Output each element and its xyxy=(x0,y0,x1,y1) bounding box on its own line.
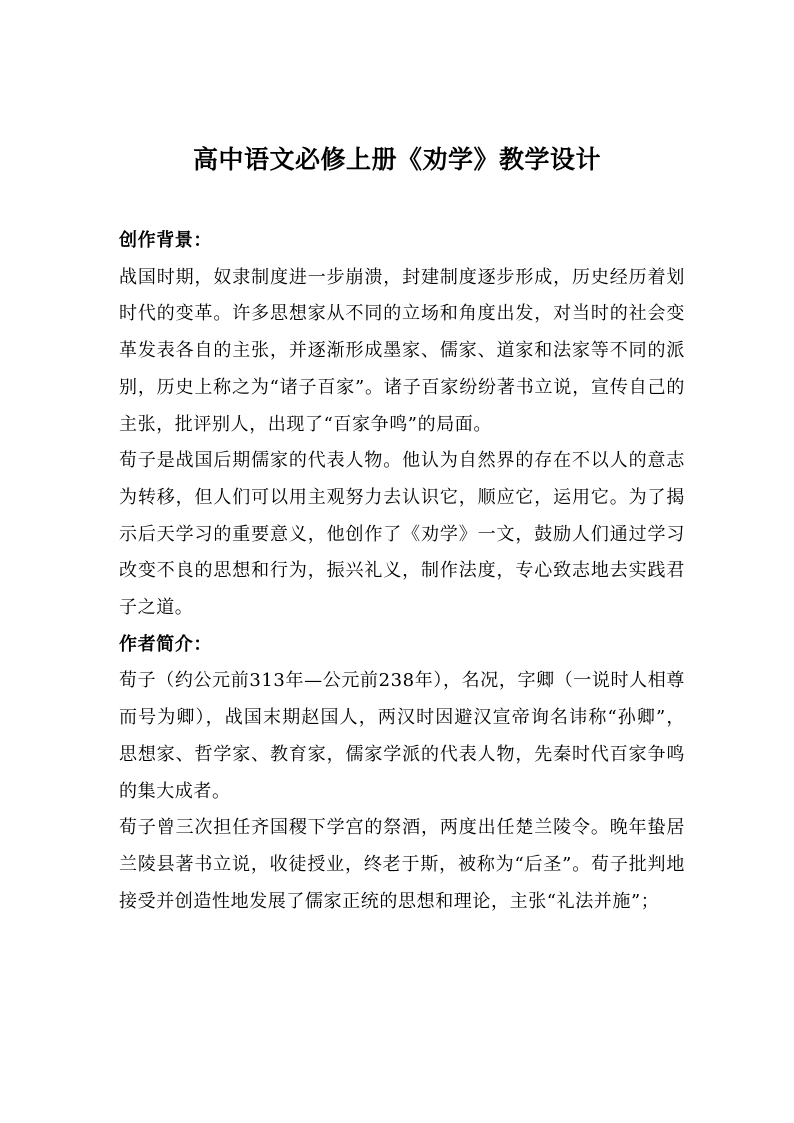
body-paragraph: 荀子是战国后期儒家的代表人物。他认为自然界的存在不以人的意志为转移，但人们可以用主观努力去认识它，顺应它，运用它。为了揭示后天学习的重要意义，他创作了《劝学》一文，鼓励人们通过学习改变不良的思想和行为，振兴礼义，制作法度，专心致志地去实践君子之道。 xyxy=(119,450,685,619)
document-body xyxy=(119,223,685,920)
body-paragraph: 战国时期，奴隶制度进一步崩溃，封建制度逐步形成，历史经历着划时代的变革。许多思想家从不同的立场和角度出发，对当时的社会变革发表各自的主张，并逐渐形成墨家、儒家、道家和法家等不同的派别，历史上称之为“诸子百家”。诸子百家纷纷著书立说，宣传自己的主张，批评别人，出现了“百家争鸣”的局面。 xyxy=(119,266,685,435)
document-title: 高中语文必修上册《劝学》教学设计 xyxy=(192,145,601,174)
body-paragraph: 荀子（约公元前313年—公元前238年），名况，字卿（一说时人相尊而号为卿），战国末期赵国人，两汉时因避汉宣帝询名讳称“孙卿”，思想家、哲学家、教育家，儒家学派的代表人物，先秦时代百家争鸣的集大成者。 xyxy=(119,670,685,802)
body-paragraph: 荀子曾三次担任齐国稷下学宫的祭酒，两度出任楚兰陵令。晚年蛰居兰陵县著书立说，收徒授业，终老于斯，被称为“后圣”。荀子批判地接受并创造性地发展了儒家正统的思想和理论，主张“礼法并施”； xyxy=(119,817,685,912)
section-heading-author: 作者简介： xyxy=(119,633,212,655)
section-heading-background: 创作背景： xyxy=(119,230,212,251)
